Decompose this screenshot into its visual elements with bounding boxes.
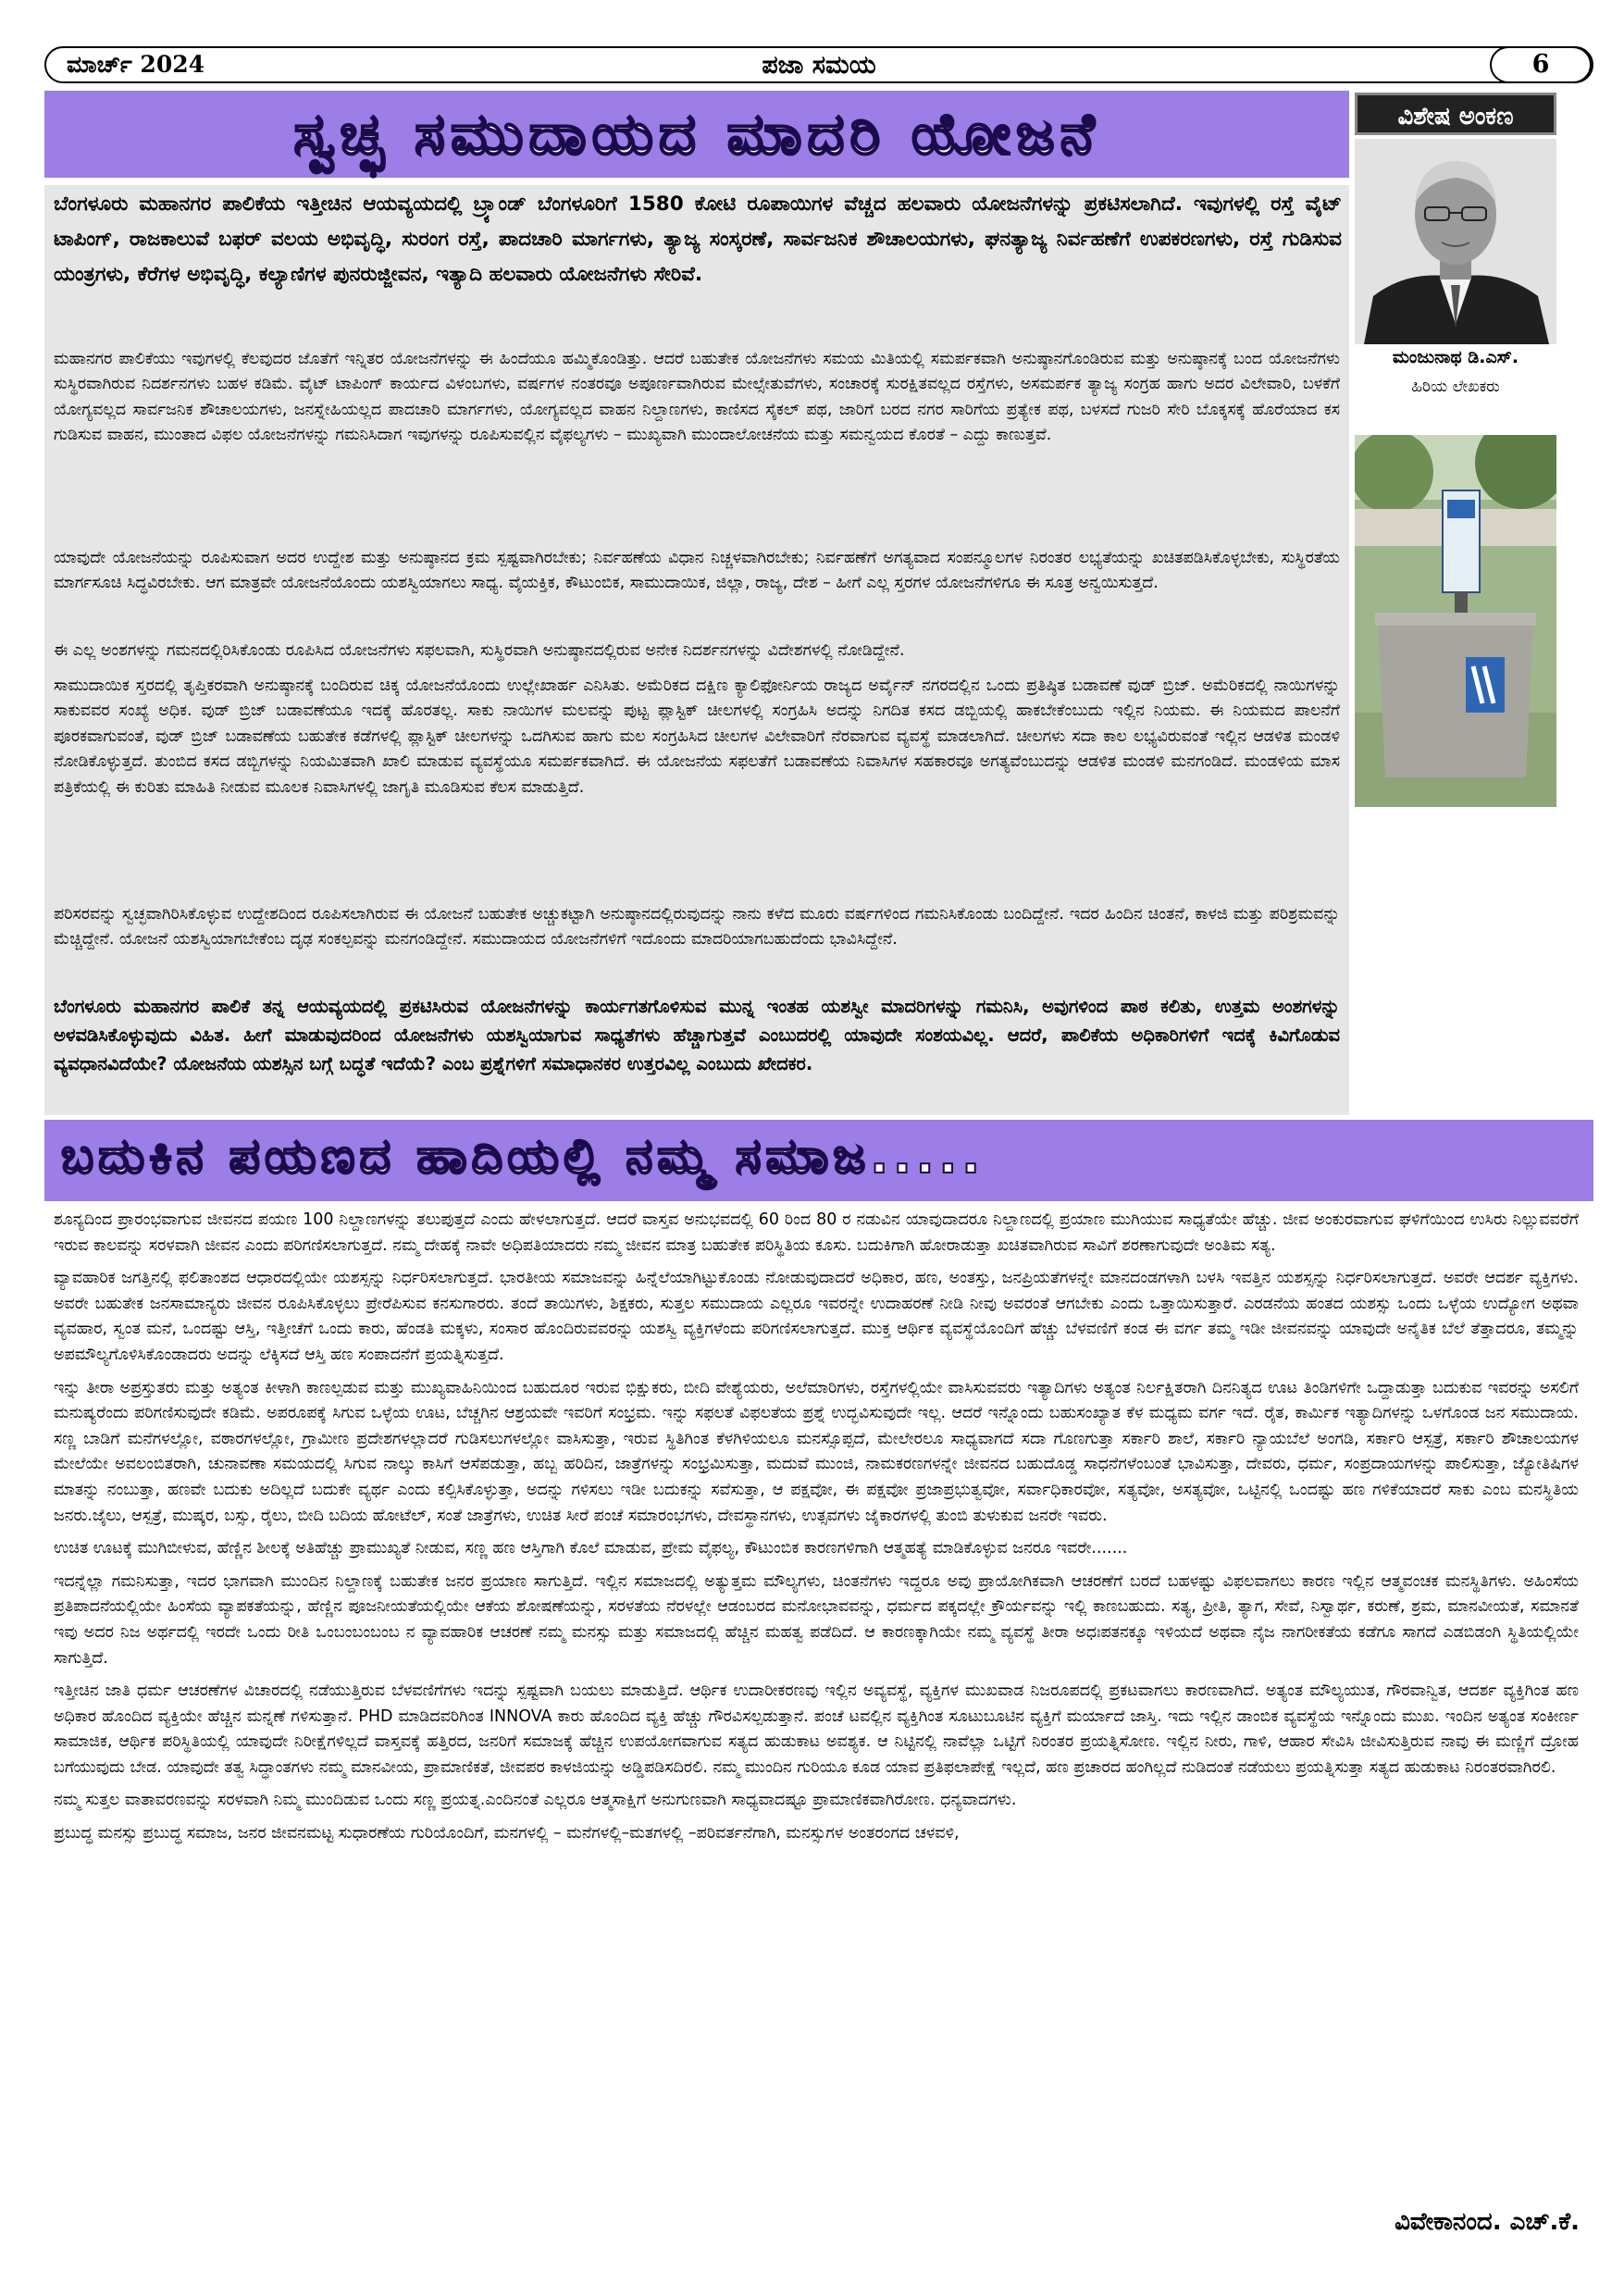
- issue-date: ಮಾರ್ಚ್ 2024: [67, 51, 205, 78]
- article1-closing-wrap: [54, 992, 1340, 1078]
- author-name: ಮಂಜುನಾಥ ಡಿ.ಎಸ್.: [1392, 347, 1519, 367]
- article1-paragraph-4-wrap: [54, 674, 1340, 800]
- article1-closing: ಬೆಂಗಳೂರು ಮಹಾನಗರ ಪಾಲಿಕೆ ತನ್ನ ಆಯವ್ಯಯದಲ್ಲಿ ಪ್ರಕಟಿಸಿರುವ ಯೋಜನೆಗಳನ್ನು ಕಾರ್ಯಗತಗೊಳಿಸುವ ಮುನ್ನ ಇಂತಹ ಯಶಸ್ವೀ ಮಾದರಿಗಳನ್ನು ಗಮನಿಸಿ, ಅವುಗಳಿಂದ ಪಾಠ ಕಲಿತು, ಉತ್ತಮ ಅಂಶಗಳನ್ನು ಅಳವಡಿಸಿಕೊಳ್ಳುವುದು ವಿಹಿತ. ಹೀಗೆ ಮಾಡುವುದರಿಂದ ಯೋಜನೆಗಳು ಯಶಸ್ವಿಯಾಗುವ ಸಾಧ್ಯತೆಗಳು ಹೆಚ್ಚಾಗುತ್ತವೆ ಎಂಬುದರಲ್ಲಿ ಯಾವುದೇ ಸಂಶಯವಿಲ್ಲ. ಆದರೆ, ಪಾಲಿಕೆಯ ಅಧಿಕಾರಿಗಳಿಗೆ ಇದಕ್ಕೆ ಕಿವಿಗೊಡುವ ವ್ಯವಧಾನವಿದೆಯೇ? ಯೋಜನೆಯ ಯಶಸ್ಸಿನ ಬಗ್ಗೆ ಬದ್ಧತೆ ಇದೆಯೆ? ಎಂಬ ಪ್ರಶ್ನೆಗಳಿಗೆ ಸಮಾಧಾನಕರ ಉತ್ತರವಿಲ್ಲ ಎಂಬುದು ಖೇದಕರ.: [54, 996, 1340, 1074]
- article1-intro: ಬೆಂಗಳೂರು ಮಹಾನಗರ ಪಾಲಿಕೆಯ ಇತ್ತೀಚಿನ ಆಯವ್ಯಯದಲ್ಲಿ ಬ್ರ್ಯಾಂಡ್ ಬೆಂಗಳೂರಿಗೆ 1580 ಕೋಟಿ ರೂಪಾಯಿಗಳ ವೆಚ್ಚದ ಹಲವಾರು ಯೋಜನೆಗಳನ್ನು ಪ್ರಕಟಿಸಲಾಗಿದೆ. ಇವುಗಳಲ್ಲಿ ರಸ್ತೆ ವೈಟ್ ಟಾಪಿಂಗ್, ರಾಜಕಾಲುವೆ ಬಫರ್ ವಲಯ ಅಭಿವೃದ್ಧಿ, ಸುರಂಗ ರಸ್ತೆ, ಪಾದಚಾರಿ ಮಾರ್ಗಗಳು, ತ್ಯಾಜ್ಯ ಸಂಸ್ಕರಣೆ, ಸಾರ್ವಜನಿಕ ಶೌಚಾಲಯಗಳು, ಘನತ್ಯಾಜ್ಯ ನಿರ್ವಹಣೆಗೆ ಉಪಕರಣಗಳು, ರಸ್ತೆ ಗುಡಿಸುವ ಯಂತ್ರಗಳು, ಕೆರೆಗಳ ಅಭಿವೃದ್ಧಿ, ಕಲ್ಯಾಣಿಗಳ ಪುನರುಜ್ಜೀವನ, ಇತ್ಯಾದಿ ಹಲವಾರು ಯೋಜನೆಗಳು ಸೇರಿವೆ.: [54, 192, 1342, 286]
- author-photo: [1355, 139, 1556, 344]
- masthead: [44, 46, 1593, 83]
- article1-paragraph: ಮಹಾನಗರ ಪಾಲಿಕೆಯು ಇವುಗಳಲ್ಲಿ ಕೆಲವುದರ ಜೊತೆಗೆ ಇನ್ನಿತರ ಯೋಜನೆಗಳನ್ನು ಈ ಹಿಂದೆಯೂ ಹಮ್ಮಿಕೊಂಡಿತ್ತು. ಆದರೆ ಬಹುತೇಕ ಯೋಜನೆಗಳು ಸಮಯ ಮಿತಿಯಲ್ಲಿ ಸಮರ್ಪಕವಾಗಿ ಅನುಷ್ಠಾನಗೊಂಡಿರುವ ಮತ್ತು ಅನುಷ್ಠಾನಕ್ಕೆ ಬಂದ ಯೋಜನೆಗಳು ಸುಸ್ಥಿರವಾಗಿರುವ ನಿದರ್ಶನಗಳು ಬಹಳ ಕಡಿಮೆ. ವೈಟ್ ಟಾಪಿಂಗ್ ಕಾರ್ಯದ ವಿಳಂಬಗಳು, ವರ್ಷಗಳ ನಂತರವೂ ಅಪೂರ್ಣವಾಗಿರುವ ಮೇಲ್ಸೇತುವೆಗಳು, ಸಂಚಾರಕ್ಕೆ ಸುರಕ್ಷಿತವಲ್ಲದ ರಸ್ತೆಗಳು, ಅಸಮರ್ಪಕ ತ್ಯಾಜ್ಯ ಸಂಗ್ರಹ ಹಾಗು ಅದರ ವಿಲೇವಾರಿ, ಬಳಕೆಗೆ ಯೋಗ್ಯವಲ್ಲದ ಸಾರ್ವಜನಿಕ ಶೌಚಾಲಯಗಳು, ಜನಸ್ನೇಹಿಯಲ್ಲದ ಪಾದಚಾರಿ ಮಾರ್ಗಗಳು, ಯೋಗ್ಯವಲ್ಲದ ವಾಹನ ನಿಲ್ದಾಣಗಳು, ಕಾಣಿಸದ ಸೈಕಲ್ ಪಥ, ಜಾರಿಗೆ ಬರದ ನಗರ ಸಾರಿಗೆಯ ಪ್ರತ್ಯೇಕ ಪಥ, ಬಳಸದೆ ಗುಜರಿ ಸೇರಿ ಬೊಕ್ಕಸಕ್ಕೆ ಹೊರೆಯಾದ ಕಸ ಗುಡಿಸುವ ವಾಹನ, ಮುಂತಾದ ವಿಫಲ ಯೋಜನೆಗಳನ್ನು ಗಮನಿಸಿದಾಗ ಇವುಗಳನ್ನು ರೂಪಿಸುವಲ್ಲಿನ ವೈಫಲ್ಯಗಳು – ಮುಖ್ಯವಾಗಿ ಮುಂದಾಲೋಚನೆಯ ಮತ್ತು ಸಮನ್ವಯದ ಕೊರತೆ – ಎದ್ದು ಕಾಣುತ್ತವೆ.: [54, 350, 1340, 445]
- article2-paragraph: ವ್ಯಾವಹಾರಿಕ ಜಗತ್ತಿನಲ್ಲಿ ಫಲಿತಾಂಶದ ಆಧಾರದಲ್ಲಿಯೇ ಯಶಸ್ಸನ್ನು ನಿರ್ಧರಿಸಲಾಗುತ್ತದೆ. ಭಾರತೀಯ ಸಮಾಜವನ್ನು ಹಿನ್ನೆಲೆಯಾಗಿಟ್ಟುಕೊಂಡು ನೋಡುವುದಾದರೆ ಅಧಿಕಾರ, ಹಣ, ಅಂತಸ್ತು, ಜನಪ್ರಿಯತೆಗಳನ್ನೇ ಮಾನದಂಡಗಳಾಗಿ ಬಳಸಿ ಇವತ್ತಿನ ಯಶಸ್ಸನ್ನು ನಿರ್ಧರಿಸಲಾಗುತ್ತದೆ. ಅವರೇ ಆದರ್ಶ ವ್ಯಕ್ತಿಗಳು. ಅವರೇ ಬಹುತೇಕ ಜನಸಾಮಾನ್ಯರು ಜೀವನ ರೂಪಿಸಿಕೊಳ್ಳಲು ಪ್ರೇರೆಪಿಸುವ ಕನಸುಗಾರರು. ತಂದೆ ತಾಯಿಗಳು, ಶಿಕ್ಷಕರು, ಸುತ್ತಲ ಸಮುದಾಯ ಎಲ್ಲರೂ ಇವರನ್ನೇ ಉದಾಹರಣೆ ನೀಡಿ ನೀವು ಅವರಂತೆ ಆಗಬೇಕು ಎಂದು ಒತ್ತಾಯಿಸುತ್ತಾರೆ. ಎರಡನೆಯ ಹಂತದ ಯಶಸ್ಸು ಒಂದು ಒಳ್ಳೆಯ ಉದ್ಯೋಗ ಅಥವಾ ವ್ಯವಹಾರ, ಸ್ವಂತ ಮನೆ, ಒಂದಷ್ಟು ಆಸ್ತಿ, ಇತ್ತೀಚೆಗೆ ಒಂದು ಕಾರು, ಹೆಂಡತಿ ಮಕ್ಕಳು, ಸಂಸಾರ ಹೊಂದಿರುವವರನ್ನು ಯಶಸ್ವಿ ವ್ಯಕ್ತಿಗಳೆಂದು ಪರಿಗಣಿಸಲಾಗುತ್ತದೆ. ಮುಕ್ತ ಆರ್ಥಿಕ ವ್ಯವಸ್ಥೆಯೊಂದಿಗೆ ಹೆಚ್ಚು ಬೆಳವಣಿಗೆ ಕಂಡ ಈ ವರ್ಗ ತಮ್ಮ ಇಡೀ ಜೀವನವನ್ನು ಯಾವುದೇ ಅನೈತಿಕ ಬೆಲೆ ತೆತ್ತಾದರೂ, ತಮ್ಮನ್ನು ಅಪಮೌಲ್ಯಗೊಳಿಸಿಕೊಂಡಾದರು ಅದನ್ನು ಲೆಕ್ಕಿಸದೆ ಆಸ್ತಿ ಹಣ ಸಂಪಾದನೆಗೆ ಪ್ರಯತ್ನಿಸುತ್ತದೆ.: [54, 1269, 1579, 1364]
- special-column-tag: ವಿಶೇಷ ಅಂಕಣ: [1355, 93, 1556, 135]
- waste-bin-icon: [1355, 435, 1556, 807]
- article2-paragraph: ನಮ್ಮ ಸುತ್ತಲ ವಾತಾವರಣವನ್ನು ಸರಳವಾಗಿ ನಿಮ್ಮ ಮುಂದಿಡುವ ಒಂದು ಸಣ್ಣ ಪ್ರಯತ್ನ.ಎಂದಿನಂತೆ ಎಲ್ಲರೂ ಆತ್ಮಸಾಕ್ಷಿಗೆ ಅನುಗುಣವಾಗಿ ಸಾಧ್ಯವಾದಷ್ಟೂ ಪ್ರಾಮಾಣಿಕವಾಗಿರೋಣ. ಧನ್ಯವಾದಗಳು.: [54, 1791, 1017, 1810]
- article1-paragraph: ಸಾಮುದಾಯಿಕ ಸ್ತರದಲ್ಲಿ ತೃಪ್ತಿಕರವಾಗಿ ಅನುಷ್ಠಾನಕ್ಕೆ ಬಂದಿರುವ ಚಿಕ್ಕ ಯೋಜನೆಯೊಂದು ಉಲ್ಲೇಖಾರ್ಹ ಎನಿಸಿತು. ಅಮೆರಿಕದ ದಕ್ಷಿಣ ಕ್ಯಾಲಿಫೋರ್ನಿಯ ರಾಜ್ಯದ ಅರ್ವೈನ್ ನಗರದಲ್ಲಿನ ಒಂದು ಪ್ರತಿಷ್ಠಿತ ಬಡಾವಣೆ ವುಡ್ ಬ್ರಿಜ್. ಅಮೆರಿಕದಲ್ಲಿ ನಾಯಿಗಳನ್ನು ಸಾಕುವವರ ಸಂಖ್ಯೆ ಅಧಿಕ. ವುಡ್ ಬ್ರಿಜ್ ಬಡಾವಣೆಯೂ ಇದಕ್ಕೆ ಹೊರತಲ್ಲ. ಸಾಕು ನಾಯಿಗಳ ಮಲವನ್ನು ಪುಟ್ಟ ಪ್ಲಾಸ್ಟಿಕ್ ಚೀಲಗಳಲ್ಲಿ ಸಂಗ್ರಹಿಸಿ ಅದನ್ನು ನಿಗದಿತ ಕಸದ ಡಬ್ಬಿಯಲ್ಲಿ ಹಾಕಬೇಕೆಂಬುದು ಇಲ್ಲಿನ ನಿಯಮ. ಈ ನಿಯಮದ ಪಾಲನೆಗೆ ಪೂರಕವಾಗುವಂತೆ, ವುಡ್ ಬ್ರಿಜ್ ಬಡಾವಣೆಯ ಬಹುತೇಕ ಕಡೆಗಳಲ್ಲಿ ಪ್ಲಾಸ್ಟಿಕ್ ಚೀಲಗಳನ್ನು ಒದಗಿಸುವ ಹಾಗು ಮಲ ಸಂಗ್ರಹಿಸಿದ ಚೀಲಗಳ ವಿಲೇವಾರಿಗೆ ನೆರವಾಗುವ ವ್ಯವಸ್ಥೆ ಮಾಡಲಾಗಿದೆ. ಚೀಲಗಳು ಸದಾ ಕಾಲ ಲಭ್ಯವಿರುವಂತೆ ಇಲ್ಲಿನ ಆಡಳಿತ ಮಂಡಳಿ ನೋಡಿಕೊಳ್ಳುತ್ತದೆ. ತುಂಬಿದ ಕಸದ ಡಬ್ಬಿಗಳನ್ನು ನಿಯಮಿತವಾಗಿ ಖಾಲಿ ಮಾಡುವ ವ್ಯವಸ್ಥೆಯೂ ಸಮರ್ಪಕವಾಗಿದೆ. ಈ ಯೋಜನೆಯ ಸಫಲತೆಗೆ ಬಡಾವಣೆಯ ನಿವಾಸಿಗಳ ಸಹಕಾರವೂ ಅಗತ್ಯವೆಂಬುದನ್ನು ಆಡಳಿತ ಮಂಡಳಿ ಮನಗಂಡಿದೆ. ಮಂಡಳಿಯ ಮಾಸ ಪತ್ರಿಕೆಯಲ್ಲಿ ಈ ಕುರಿತು ಮಾಹಿತಿ ನೀಡುವ ಮೂಲಕ ನಿವಾಸಿಗಳಲ್ಲಿ ಜಾಗೃತಿ ಮೂಡಿಸುವ ಕೆಲಸ ಮಾಡುತ್ತಿದೆ.: [54, 676, 1340, 797]
- author-signature: ವಿವೇಕಾನಂದ. ಎಚ್.ಕೆ.: [1395, 2208, 1580, 2236]
- article2-paragraph: ಶೂನ್ಯದಿಂದ ಪ್ರಾರಂಭವಾಗುವ ಜೀವನದ ಪಯಣ 100 ನಿಲ್ದಾಣಗಳನ್ನು ತಲುಪುತ್ತದೆ ಎಂದು ಹೇಳಲಾಗುತ್ತದೆ. ಆದರೆ ವಾಸ್ತವ ಅನುಭವದಲ್ಲಿ 60 ರಿಂದ 80 ರ ನಡುವಿನ ಯಾವುದಾದರೂ ನಿಲ್ದಾಣದಲ್ಲಿ ಪ್ರಯಾಣ ಮುಗಿಯುವ ಸಾಧ್ಯತೆಯೇ ಹೆಚ್ಚು. ಜೀವ ಅಂಕುರವಾಗುವ ಘಳಿಗೆಯಿಂದ ಉಸಿರು ನಿಲ್ಲುವವರೆಗೆ ಇರುವ ಕಾಲವನ್ನು ಸರಳವಾಗಿ ಜೀವನ ಎಂದು ಪರಿಗಣಿಸಲಾಗುತ್ತದೆ. ನಮ್ಮ ದೇಹಕ್ಕೆ ನಾವೇ ಅಧಿಪತಿಯಾದರು ನಮ್ಮ ಜೀವನ ಮಾತ್ರ ಬಹುತೇಕ ಪರಿಸ್ಥಿತಿಯ ಕೂಸು. ಬದುಕಿಗಾಗಿ ಹೋರಾಡುತ್ತಾ ಖಚಿತವಾಗಿರುವ ಸಾವಿಗೆ ಶರಣಾಗುವುದೇ ಅಂತಿಮ ಸತ್ಯ.: [54, 1210, 1579, 1255]
- author-role: ಹಿರಿಯ ಲೇಖಕರು: [1411, 378, 1500, 396]
- article1-headline-band: [44, 91, 1349, 178]
- article1-paragraph-3-wrap: [54, 639, 1340, 664]
- article1-paragraph: ಪರಿಸರವನ್ನು ಸ್ವಚ್ಛವಾಗಿರಿಸಿಕೊಳ್ಳುವ ಉದ್ದೇಶದಿಂದ ರೂಪಿಸಲಾಗಿರುವ ಈ ಯೋಜನೆ ಬಹುತೇಕ ಅಚ್ಚುಕಟ್ಟಾಗಿ ಅನುಷ್ಠಾನದಲ್ಲಿರುವುದನ್ನು ನಾನು ಕಳೆದ ಮೂರು ವರ್ಷಗಳಿಂದ ಗಮನಿಸಿಕೊಂಡು ಬಂದಿದ್ದೇನೆ. ಇದರ ಹಿಂದಿನ ಚಿಂತನೆ, ಕಾಳಜಿ ಮತ್ತು ಪರಿಶ್ರಮವನ್ನು ಮೆಚ್ಚಿದ್ದೇನೆ. ಯೋಜನೆ ಯಶಸ್ವಿಯಾಗಬೇಕೆಂಬ ದೃಢ ಸಂಕಲ್ಪವನ್ನು ಮನಗಂಡಿದ್ದೇನೆ. ಸಮುದಾಯದ ಯೋಜನೆಗಳಿಗೆ ಇದೊಂದು ಮಾದರಿಯಾಗಬಹುದೆಂದು ಭಾವಿಸಿದ್ದೇನೆ.: [54, 905, 1340, 949]
- article1-body: [54, 347, 1340, 457]
- article2-headline-band: [44, 1120, 1593, 1201]
- article2-paragraph: ಉಚಿತ ಊಟಕ್ಕೆ ಮುಗಿಬೀಳುವ, ಹೆಣ್ಣಿನ ಶೀಲಕ್ಕೆ ಅತಿಹೆಚ್ಚು ಪ್ರಾಮುಖ್ಯತೆ ನೀಡುವ, ಸಣ್ಣ ಹಣ ಆಸ್ತಿಗಾಗಿ ಕೊಲೆ ಮಾಡುವ, ಪ್ರೇಮ ವೈಫಲ್ಯ, ಕೌಟುಂಬಿಕ ಕಾರಣಗಳಿಗಾಗಿ ಆತ್ಮಹತ್ಯೆ ಮಾಡಿಕೊಳ್ಳುವ ಜನರೂ ಇವರೇ.......: [54, 1539, 1128, 1558]
- page-number: 6: [1490, 46, 1592, 83]
- newspaper-title: ಪಜಾ ಸಮಯ: [762, 51, 876, 80]
- article1-paragraph-2-wrap: [54, 546, 1340, 597]
- article2-paragraph: ಇದನ್ನೆಲ್ಲಾ ಗಮನಿಸುತ್ತಾ, ಇದರ ಭಾಗವಾಗಿ ಮುಂದಿನ ನಿಲ್ದಾಣಕ್ಕೆ ಬಹುತೇಕ ಜನರ ಪ್ರಯಾಣ ಸಾಗುತ್ತಿದೆ. ಇಲ್ಲಿನ ಸಮಾಜದಲ್ಲಿ ಅತ್ಯುತ್ತಮ ಮೌಲ್ಯಗಳು, ಚಿಂತನೆಗಳು ಇದ್ದರೂ ಅವು ಪ್ರಾಯೋಗಿಕವಾಗಿ ಆಚರಣೆಗೆ ಬರದೆ ಬಹಳಷ್ಟು ವಿಫಲವಾಗಲು ಕಾರಣ ಇಲ್ಲಿನ ಆತ್ಮವಂಚಕ ಮನಸ್ಥಿತಿಗಳು. ಅಹಿಂಸೆಯ ಪ್ರತಿಪಾದನೆಯಲ್ಲಿಯೇ ಹಿಂಸೆಯ ವ್ಯಾಪಕತೆಯನ್ನು, ಹೆಣ್ಣಿನ ಪೂಜನೀಯತೆಯಲ್ಲಿಯೇ ಆಕೆಯ ಶೋಷಣೆಯನ್ನು, ಸರಳತೆಯ ನೆರಳಲ್ಲೇ ಆಡಂಬರದ ಮನೋಭಾವವನ್ನು, ಧರ್ಮದ ಪಕ್ಕದಲ್ಲೇ ಕ್ರೌರ್ಯವನ್ನು ಇಲ್ಲಿ ಕಾಣಬಹುದು. ಸತ್ಯ, ಪ್ರೀತಿ, ತ್ಯಾಗ, ಸೇವೆ, ನಿಸ್ವಾರ್ಥ, ಕರುಣೆ, ಶ್ರಮ, ಮಾನವೀಯತೆ, ಸಮಾನತೆ ಇವು ಅದರ ನಿಜ ಅರ್ಥದಲ್ಲಿ ಇರದೇ ಒಂದು ರೀತಿ ಒಂಬಂಬಂಬಂಬ ನ ವ್ಯಾವಹಾರಿಕ ಆಚರಣೆ ನಮ್ಮ ಮನಸ್ಸು ಮತ್ತು ಸಮಾಜದಲ್ಲಿ ಹೆಚ್ಚಿನ ಮಹತ್ವ ಪಡೆದಿದೆ. ಆ ಕಾರಣಕ್ಕಾಗಿಯೇ ನಮ್ಮ ವ್ಯವಸ್ಥೆ ತೀರಾ ಅಧಃಪತನಕ್ಕೂ ಇಳಿಯದೆ ಅಥವಾ ನೈಜ ನಾಗರೀಕತೆಯ ಕಡೆಗೂ ಸಾಗದೆ ಎಡಬಿಡಂಗಿ ಸ್ಥಿತಿಯಲ್ಲಿಯೇ ಸಾಗುತ್ತಿದೆ.: [54, 1571, 1579, 1668]
- article1-paragraph: ಯಾವುದೇ ಯೋಜನೆಯನ್ನು ರೂಪಿಸುವಾಗ ಅದರ ಉದ್ದೇಶ ಮತ್ತು ಅನುಷ್ಠಾನದ ಕ್ರಮ ಸ್ಪಷ್ಟವಾಗಿರಬೇಕು; ನಿರ್ವಹಣೆಯ ವಿಧಾನ ನಿಚ್ಚಳವಾಗಿರಬೇಕು; ನಿರ್ವಹಣೆಗೆ ಅಗತ್ಯವಾದ ಸಂಪನ್ಮೂಲಗಳ ನಿರಂತರ ಲಭ್ಯತೆಯನ್ನು ಖಚಿತಪಡಿಸಿಕೊಳ್ಳಬೇಕು, ಸುಸ್ಥಿರತೆಯ ಮಾರ್ಗಸೂಚಿ ಸಿದ್ಧವಿರಬೇಕು. ಆಗ ಮಾತ್ರವೇ ಯೋಜನೆಯೊಂದು ಯಶಸ್ವಿಯಾಗಲು ಸಾಧ್ಯ. ವೈಯಕ್ತಿಕ, ಕೌಟುಂಬಿಕ, ಸಾಮುದಾಯಿಕ, ಜಿಲ್ಲಾ, ರಾಜ್ಯ, ದೇಶ – ಹೀಗೆ ಎಲ್ಲ ಸ್ತರಗಳ ಯೋಜನೆಗಳಿಗೂ ಈ ಸೂತ್ರ ಅನ್ವಯಿಸುತ್ತದೆ.: [54, 549, 1340, 593]
- article1-paragraph-5-wrap: [54, 902, 1340, 953]
- article2-paragraph: ಇತ್ತೀಚಿನ ಜಾತಿ ಧರ್ಮ ಆಚರಣೆಗಳ ವಿಚಾರದಲ್ಲಿ ನಡೆಯುತ್ತಿರುವ ಬೆಳವಣಿಗೆಗಳು ಇದನ್ನು ಸ್ಪಷ್ಟವಾಗಿ ಬಯಲು ಮಾಡುತ್ತಿದೆ. ಆರ್ಥಿಕ ಉದಾರೀಕರಣವು ಇಲ್ಲಿನ ಅವ್ಯವಸ್ಥೆ, ವ್ಯಕ್ತಿಗಳ ಮುಖವಾಡ ನಿಜರೂಪದಲ್ಲಿ ಪ್ರಕಟವಾಗಲು ಕಾರಣವಾಗಿದೆ. ಅತ್ಯಂತ ಮೌಲ್ಯಯುತ, ಗೌರವಾನ್ವಿತ, ಆದರ್ಶ ವ್ಯಕ್ತಿಗಿಂತ ಹಣ ಅಧಿಕಾರ ಹೊಂದಿದ ವ್ಯಕ್ತಿಯೇ ಹೆಚ್ಚಿನ ಮನ್ನಣೆ ಗಳಿಸುತ್ತಾನೆ. PHD ಮಾಡಿದವರಿಗಿಂತ INNOVA ಕಾರು ಹೊಂದಿದ ವ್ಯಕ್ತಿ ಹೆಚ್ಚು ಗೌರವಿಸಲ್ಪಡುತ್ತಾನೆ. ಪಂಚೆ ಟವಲ್ಲಿನ ವ್ಯಕ್ತಿಗಿಂತ ಸೂಟುಬೂಟಿನ ವ್ಯಕ್ತಿಗೆ ಮರ್ಯಾದೆ ಜಾಸ್ತಿ. ಇದು ಇಲ್ಲಿನ ಡಾಂಬಿಕ ವ್ಯವಸ್ಥೆಯ ಇನ್ನೊಂದು ಮುಖ. ಇಂದಿನ ಅತ್ಯಂತ ಸಂಕೀರ್ಣ ಸಾಮಾಜಿಕ, ಆರ್ಥಿಕ ಪರಿಸ್ಥಿತಿಯಲ್ಲಿ ಯಾವುದೇ ನಿರೀಕ್ಷೆಗಳಿಲ್ಲದೆ ವಾಸ್ತವಕ್ಕೆ ಹತ್ತಿರದ, ಜನರಿಗೆ ಸಮಾಜಕ್ಕೆ ಹೆಚ್ಚಿನ ಉಪಯೋಗವಾಗುವ ಸತ್ಯದ ಹುಡುಕಾಟ ಅವಶ್ಯಕ. ಆ ನಿಟ್ಟಿನಲ್ಲಿ ನಾವೆಲ್ಲಾ ಒಟ್ಟಿಗೆ ನಿರಂತರ ಪ್ರಯತ್ನಿಸೋಣ. ಇಲ್ಲಿನ ನೀರು, ಗಾಳಿ, ಆಹಾರ ಸೇವಿಸಿ ಜೀವಿಸುತ್ತಿರುವ ನಾವು ಈ ಮಣ್ಣಿಗೆ ದ್ರೋಹ ಬಗೆಯುವುದು ಬೇಡ. ಯಾವುದೇ ತತ್ವ ಸಿದ್ಧಾಂತಗಳು ನಮ್ಮ ಮಾನವೀಯ, ಪ್ರಾಮಾಣಿಕತೆ, ಜೀವಪರ ಕಾಳಜಿಯನ್ನು ಅಡ್ಡಿಪಡಿಸದಿರಲಿ. ನಮ್ಮ ಮುಂದಿನ ಗುರಿಯೂ ಕೂಡ ಯಾವ ಪ್ರತಿಫಲಾಪೇಕ್ಷೆ ಇಲ್ಲದೆ, ಹಣ ಪ್ರಚಾರದ ಹಂಗಿಲ್ಲದೆ ನುಡಿದಂತೆ ನಡೆಯಲು ಪ್ರಯತ್ನಿಸುತ್ತಾ ಸತ್ಯದ ಹುಡುಕಾಟ ನಿರಂತರವಾಗಿರಲಿ.: [54, 1682, 1579, 1777]
- article1-paragraph: ಈ ಎಲ್ಲ ಅಂಶಗಳನ್ನು ಗಮನದಲ್ಲಿರಿಸಿಕೊಂಡು ರೂಪಿಸಿದ ಯೋಜನೆಗಳು ಸಫಲವಾಗಿ, ಸುಸ್ಥಿರವಾಗಿ ಅನುಷ್ಠಾನದಲ್ಲಿರುವ ಅನೇಕ ನಿದರ್ಶನಗಳನ್ನು ವಿದೇಶಗಳಲ್ಲಿ ನೋಡಿದ್ದೇನೆ.: [54, 641, 905, 660]
- article2-body: [54, 1208, 1579, 1855]
- article2-paragraph: ಇನ್ನು ತೀರಾ ಅಪ್ರಸ್ತುತರು ಮತ್ತು ಅತ್ಯಂತ ಕೀಳಾಗಿ ಕಾಣಲ್ಪಡುವ ಮತ್ತು ಮುಖ್ಯವಾಹಿನಿಯಿಂದ ಬಹುದೂರ ಇರುವ ಭಿಕ್ಷುಕರು, ಬೀದಿ ವೇಶ್ಯೆಯರು, ಅಲೆಮಾರಿಗಳು, ರಸ್ತೆಗಳಲ್ಲಿಯೇ ವಾಸಿಸುವವರು ಇತ್ಯಾದಿಗಳು ಅತ್ಯಂತ ನಿರ್ಲಕ್ಷಿತರಾಗಿ ದಿನನಿತ್ಯದ ಊಟ ತಿಂಡಿಗಳಿಗೇ ಒದ್ದಾಡುತ್ತಾ ಬದುಕುವ ಇವರನ್ನು ಅಸಲಿಗೆ ಮನುಷ್ಯರೆಂದು ಪರಿಗಣಿಸುವುದೇ ಕಡಿಮೆ. ಅಪರೂಪಕ್ಕೆ ಸಿಗುವ ಒಳ್ಳೆಯ ಊಟ, ಬೆಚ್ಚಗಿನ ಆಶ್ರಯವೇ ಇವರಿಗೆ ಸಂಭ್ರಮ. ಇನ್ನು ಸಫಲತೆ ವಿಫಲತೆಯ ಪ್ರಶ್ನೆ ಉದ್ಭವಿಸುವುದೇ ಇಲ್ಲ. ಆದರೆ ಇನ್ನೊಂದು ಬಹುಸಂಖ್ಯಾತ ಕೆಳ ಮಧ್ಯಮ ವರ್ಗ ಇದೆ. ರೈತ, ಕಾರ್ಮಿಕ ಇತ್ಯಾದಿಗಳನ್ನು ಒಳಗೊಂಡ ಜನ ಸಮುದಾಯ. ಸಣ್ಣ ಬಾಡಿಗೆ ಮನೆಗಳಲ್ಲೋ, ವಠಾರಗಳಲ್ಲೋ, ಗ್ರಾಮೀಣ ಪ್ರದೇಶಗಳಲ್ಲಾದರೆ ಗುಡಿಸಲುಗಳಲ್ಲೋ ವಾಸಿಸುತ್ತಾ, ಇರುವ ಸ್ಥಿತಿಗಿಂತ ಕೆಳಗಿಳಿಯಲೂ ಮನಸ್ಸೊಪ್ಪದೆ, ಮೇಲೇರಲೂ ಸಾಧ್ಯವಾಗದೆ ಸದಾ ಗೊಣಗುತ್ತಾ ಸರ್ಕಾರಿ ಶಾಲೆ, ಸರ್ಕಾರಿ ನ್ಯಾಯಬೆಲೆ ಅಂಗಡಿ, ಸರ್ಕಾರಿ ಆಸ್ಪತ್ರೆ, ಸರ್ಕಾರಿ ಶೌಚಾಲಯಗಳ ಮೇಲೆಯೇ ಅವಲಂಬಿತರಾಗಿ, ಚುನಾವಣಾ ಸಮಯದಲ್ಲಿ ಸಿಗುವ ನಾಲ್ಕು ಕಾಸಿಗೆ ಆಸೆಪಡುತ್ತಾ, ಹಬ್ಬ ಹರಿದಿನ, ಜಾತ್ರೆಗಳನ್ನು ಸಂಭ್ರಮಿಸುತ್ತಾ, ಮದುವೆ ಮುಂಜಿ, ನಾಮಕರಣಗಳನ್ನೇ ಜೀವನದ ಬಹುದೊಡ್ಡ ಸಾಧನೆಗಳೆಂಬಂತೆ ಭಾವಿಸುತ್ತಾ, ದೇವರು, ಧರ್ಮ, ಸಂಪ್ರದಾಯಗಳನ್ನು ಪಾಲಿಸುತ್ತಾ, ಜ್ಯೋತಿಷಿಗಳ ಮಾತನ್ನು ನಂಬುತ್ತಾ, ಹಣವೇ ಬದುಕು ಅದಿಲ್ಲದೆ ಬದುಕೇ ವ್ಯರ್ಥ ಎಂದು ಕಲ್ಪಿಸಿಕೊಳ್ಳುತ್ತಾ, ಅದನ್ನು ಗಳಿಸಲು ಇಡೀ ಬದುಕನ್ನು ಸವೆಸುತ್ತಾ, ಆ ಪಕ್ಷವೋ, ಈ ಪಕ್ಷವೋ ಪ್ರಜಾಪ್ರಭುತ್ವವೋ, ಸರ್ವಾಧಿಕಾರವೋ, ಸತ್ಯವೋ, ಅಸತ್ಯವೋ, ಒಟ್ಟಿನಲ್ಲಿ ಒಂದಷ್ಟು ಹಣ ಗಳಿಕೆಯಾದರೆ ಸಾಕು ಎಂಬ ಮನಸ್ಥಿತಿಯ ಜನರು.ಜೈಲು, ಆಸ್ಪತ್ರೆ, ಮುಷ್ಕರ, ಬಸ್ಸು, ರೈಲು, ಬೀದಿ ಬದಿಯ ಹೋಟೆಲ್, ಸಂತೆ ಜಾತ್ರೆಗಳು, ಉಚಿತ ಸೀರೆ ಪಂಚೆ ಸಮಾರಂಭಗಳು, ದೇವಸ್ಥಾನಗಳು, ಉತ್ಸವಗಳು ಜೈಕಾರಗಳಲ್ಲಿ ತುಂಬಿ ತುಳುಕುವ ಜನರೇ ಇವರು.: [54, 1378, 1579, 1525]
- author-portrait-icon: [1355, 139, 1556, 344]
- dog-waste-bin-photo: [1355, 435, 1556, 807]
- article1-headline: ಸ್ವಚ್ಛ ಸಮುದಾಯದ ಮಾದರಿ ಯೋಜನೆ: [293, 100, 1100, 168]
- article2-headline: ಬದುಕಿನ ಪಯಣದ ಹಾದಿಯಲ್ಲಿ ನಮ್ಮ ಸಮಾಜ.....: [61, 1129, 986, 1185]
- article2-paragraph: ಪ್ರಬುದ್ಧ ಮನಸ್ಸು ಪ್ರಬುದ್ಧ ಸಮಾಜ, ಜನರ ಜೀವನಮಟ್ಟ ಸುಧಾರಣೆಯ ಗುರಿಯೊಂದಿಗೆ, ಮನಗಳಲ್ಲಿ – ಮನೆಗಳಲ್ಲಿ–ಮತಗಳಲ್ಲಿ –ಪರಿವರ್ತನೆಗಾಗಿ, ಮನಸ್ಸುಗಳ ಅಂತರಂಗದ ಚಳವಳಿ,: [54, 1824, 960, 1843]
